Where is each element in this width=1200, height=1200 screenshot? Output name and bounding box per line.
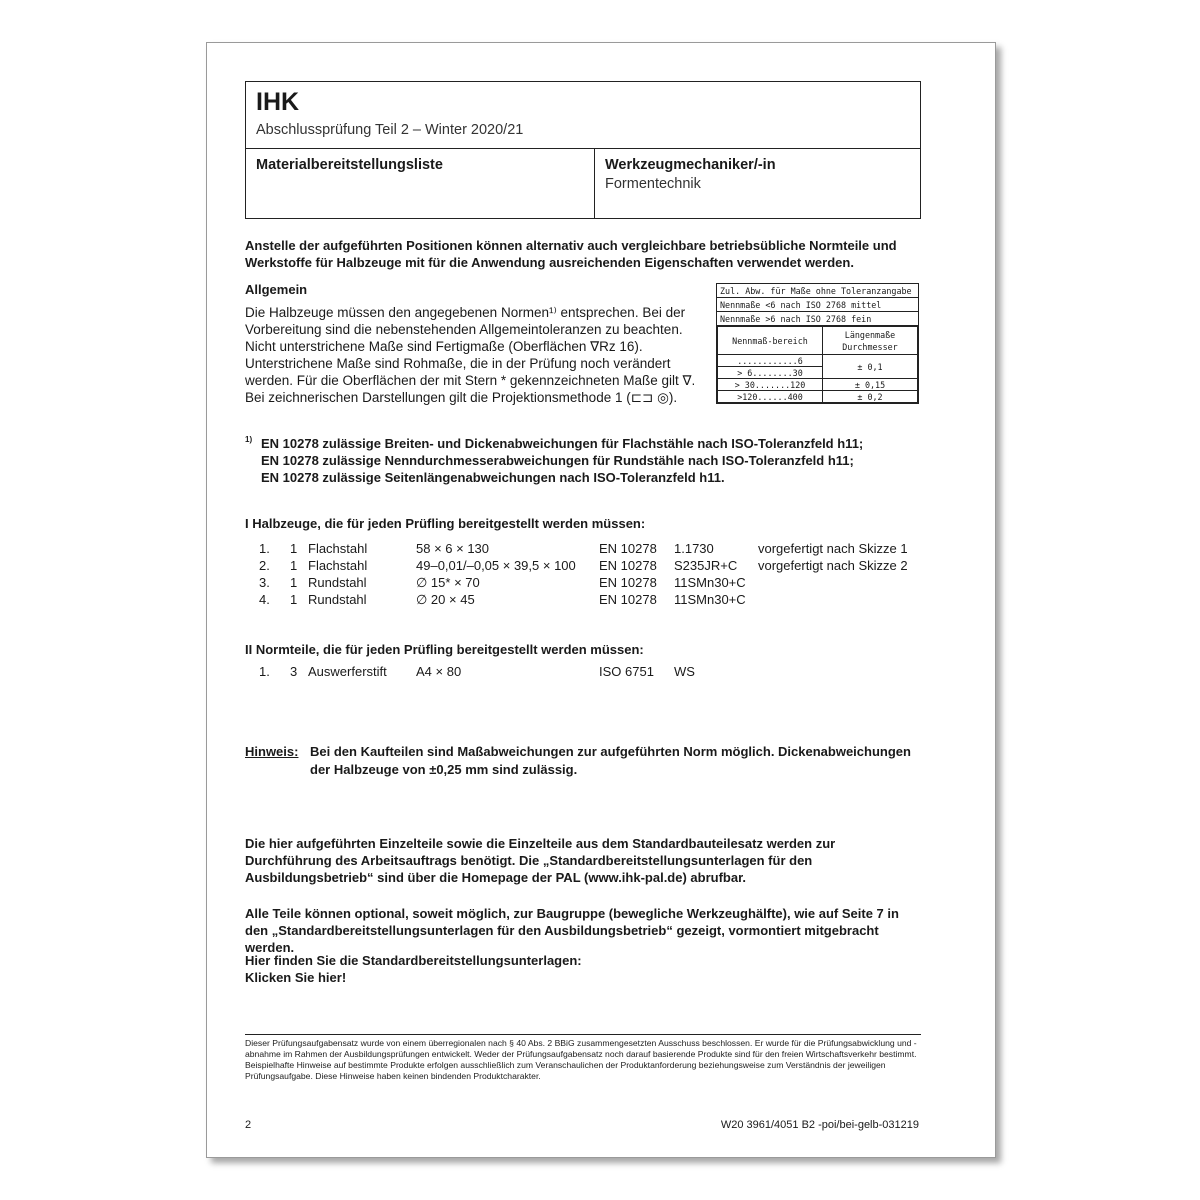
- tolerance-header-line: Nennmaße <6 nach ISO 2768 mittel: [717, 298, 918, 312]
- item-no: 2.: [259, 558, 270, 573]
- item-no: 3.: [259, 575, 270, 590]
- item-material: 1.1730: [674, 541, 714, 556]
- hint-line: Bei den Kaufteilen sind Maßabweichungen zur aufgeführten Norm möglich. Dickenabweichungen: [310, 744, 911, 759]
- tolerance-range: > 30.......120: [718, 379, 823, 391]
- footnote-line: EN 10278 zulässige Nenndurchmesserabweichungen für Rundstähle nach ISO-Toleranzfeld h11;: [261, 453, 854, 468]
- item-no: 4.: [259, 592, 270, 607]
- item-qty: 1: [290, 592, 298, 607]
- header-doc-cell: [246, 149, 595, 218]
- doc-title: Materialbereitstellungsliste: [256, 157, 443, 173]
- general-line: Nicht unterstrichene Maße sind Fertigmaße (Oberflächen ∇Rz 16).: [245, 339, 643, 354]
- item-norm: EN 10278: [599, 592, 657, 607]
- item-norm: EN 10278: [599, 575, 657, 590]
- tolerance-range: ............6: [718, 355, 823, 367]
- header-box: [245, 81, 921, 219]
- header-job-cell: [595, 149, 920, 218]
- legal-text: Beispielhafte Hinweise auf bestimmte Produkte erfolgen ausschließlich zum Veranschaulichen der Produktanforderung beziehungsweise zum Verständnis der jeweiligen Prüfungsaufgabe. Diese Hinweise haben keinen bindenden Produktcharakter.: [245, 1060, 886, 1081]
- footnote-line: EN 10278 zulässige Breiten- und Dickenabweichungen für Flachstähle nach ISO-Toleranzfeld h11;: [261, 436, 864, 451]
- exam-title: Abschlussprüfung Teil 2 – Winter 2020/21: [256, 122, 524, 138]
- item-qty: 1: [290, 558, 298, 573]
- item-material: 11SMn30+C: [674, 575, 746, 590]
- item-dims: A4 × 80: [416, 664, 462, 679]
- paragraph-preassembly: Alle Teile können optional, soweit möglich, zur Baugruppe (bewegliche Werkzeughälfte), wie auf Seite 7 in den „Standardbereitstellungsunterlagen für den Ausbildungsbetrieb“ gezeigt, vormontiert mitgebracht werden.: [245, 906, 899, 955]
- general-line: Unterstrichene Maße sind Rohmaße, die in der Prüfung noch verändert: [245, 356, 671, 371]
- item-no: 1.: [259, 664, 270, 679]
- item-note: vorgefertigt nach Skizze 2: [758, 558, 908, 573]
- job-title: Werkzeugmechaniker/-in: [605, 157, 776, 173]
- general-line: Die Halbzeuge müssen den angegebenen Normen¹⁾ entsprechen. Bei der: [245, 305, 686, 320]
- item-name: Auswerferstift: [308, 664, 387, 679]
- tolerance-value: ± 0,1: [823, 355, 918, 379]
- item-note: vorgefertigt nach Skizze 1: [758, 541, 908, 556]
- hint-label: Hinweis:: [245, 744, 299, 759]
- item-norm: ISO 6751: [599, 664, 654, 679]
- item-name: Rundstahl: [308, 592, 367, 607]
- footnote-text: [261, 435, 863, 486]
- general-line: werden. Für die Oberflächen der mit Stern * gekennzeichneten Maße gilt ∇.: [245, 373, 696, 388]
- job-subtitle: Formentechnik: [605, 176, 701, 192]
- item-material: S235JR+C: [674, 558, 738, 573]
- item-qty: 1: [290, 575, 298, 590]
- tolerance-value: ± 0,2: [823, 391, 918, 403]
- hint-line: der Halbzeuge von ±0,25 mm sind zulässig.: [310, 762, 578, 777]
- footnote-marker: 1): [245, 435, 253, 444]
- tolerance-table: [716, 283, 919, 404]
- item-name: Rundstahl: [308, 575, 367, 590]
- item-qty: 3: [290, 664, 298, 679]
- item-dims: ∅ 20 × 45: [416, 592, 475, 607]
- general-text: [245, 304, 705, 406]
- paragraph-standard-parts: Die hier aufgeführten Einzelteile sowie die Einzelteile aus dem Standardbauteilesatz werden zur Durchführung des Arbeitsauftrags benötigt. Die „Standardbereitstellungsunterlagen für den Ausbildungsbetrieb“ sind über die Homepage der PAL (www.ihk-pal.de) abrufbar.: [245, 836, 836, 885]
- tolerance-grid: [717, 326, 918, 403]
- paragraph-link-intro: Hier finden Sie die Standardbereitstellungsunterlagen:: [245, 953, 582, 968]
- item-dims: 58 × 6 × 130: [416, 541, 490, 556]
- item-name: Flachstahl: [308, 558, 368, 573]
- document-page: [206, 42, 996, 1158]
- item-name: Flachstahl: [308, 541, 368, 556]
- section2-heading: II Normteile, die für jeden Prüfling bereitgestellt werden müssen:: [245, 642, 644, 657]
- item-norm: EN 10278: [599, 541, 657, 556]
- item-norm: EN 10278: [599, 558, 657, 573]
- item-material: 11SMn30+C: [674, 592, 746, 607]
- footnote-line: EN 10278 zulässige Seitenlängenabweichungen nach ISO-Toleranzfeld h11.: [261, 470, 725, 485]
- tolerance-col-range: Nennmaß-bereich: [718, 327, 823, 355]
- tolerance-header-line: Zul. Abw. für Maße ohne Toleranzangabe: [717, 284, 918, 298]
- tolerance-col-value: Längenmaße Durchmesser: [823, 327, 918, 355]
- item-dims: ∅ 15* × 70: [416, 575, 480, 590]
- legal-text: Dieser Prüfungsaufgabensatz wurde von einem überregionalen nach § 40 Abs. 2 BBiG zusammengesetzten Ausschuss beschlossen. Er wurde für die Prüfungsabwicklung und -abnahme im Rahmen der Ausbildungsprüfungen entwickelt. Weder der Prüfungsaufgabensatz noch darauf basierende Produkte sind für den freien Wirtschaftsverkehr bestimmt.: [245, 1038, 917, 1059]
- intro-text: Anstelle der aufgeführten Positionen können alternativ auch vergleichbare betriebsübliche Normteile und Werkstoffe für Halbzeuge mit für die Anwendung ausreichenden Eigenschaften verwendet werden.: [245, 238, 897, 270]
- general-line: Vorbereitung sind die nebenstehenden Allgemeintoleranzen zu beachten.: [245, 322, 683, 337]
- tolerance-header-line: Nennmaße >6 nach ISO 2768 fein: [717, 312, 918, 326]
- item-no: 1.: [259, 541, 270, 556]
- general-heading: Allgemein: [245, 282, 308, 297]
- page-number: 2: [245, 1119, 252, 1131]
- tolerance-range: > 6........30: [718, 367, 823, 379]
- footer-legal: [245, 1034, 921, 1082]
- org-name: IHK: [256, 88, 300, 116]
- tolerance-range: >120......400: [718, 391, 823, 403]
- tolerance-value: ± 0,15: [823, 379, 918, 391]
- document-code: W20 3961/4051 B2 -poi/bei-gelb-031219: [720, 1119, 919, 1131]
- general-line: Bei zeichnerischen Darstellungen gilt die Projektionsmethode 1 (⊏⊐ ◎).: [245, 390, 678, 405]
- header-top: [246, 82, 920, 149]
- item-qty: 1: [290, 541, 298, 556]
- item-dims: 49–0,01/–0,05 × 39,5 × 100: [416, 558, 576, 573]
- section1-heading: I Halbzeuge, die für jeden Prüfling bereitgestellt werden müssen:: [245, 516, 646, 531]
- click-here-link[interactable]: Klicken Sie hier!: [245, 970, 347, 985]
- item-material: WS: [674, 664, 695, 679]
